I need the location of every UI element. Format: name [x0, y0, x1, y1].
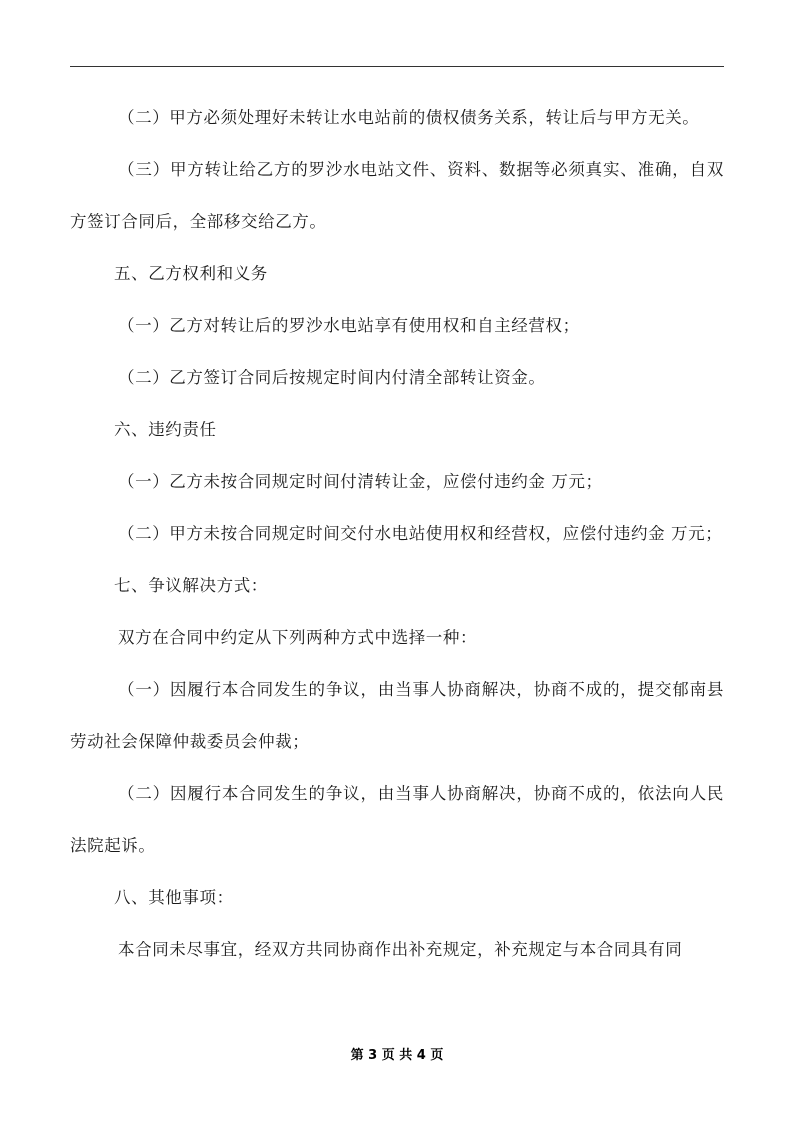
paragraph-party-b-penalty: （一）乙方未按合同规定时间付清转让金，应偿付违约金 万元；	[118, 472, 603, 491]
section-heading-party-b-rights: 五、乙方权利和义务	[114, 264, 268, 283]
page-number: 第 3 页 共 4 页	[350, 1048, 444, 1063]
paragraph-arbitration: （一）因履行本合同发生的争议，由当事人协商解决，协商不成的，提交郁南县劳动社会保障仲裁委员会仲裁；	[70, 680, 724, 751]
section-heading-other: 八、其他事项：	[114, 888, 234, 907]
paragraph-debt-clause: （二）甲方必须处理好未转让水电站前的债权债务关系，转让后与甲方无关。	[118, 108, 700, 127]
section-heading-liability: 六、违约责任	[114, 420, 217, 439]
paragraph-party-a-penalty: （二）甲方未按合同规定时间交付水电站使用权和经营权，应偿付违约金 万元；	[118, 524, 723, 543]
section-heading-dispute: 七、争议解决方式：	[114, 576, 268, 595]
paragraph-documents-clause: （三）甲方转让给乙方的罗沙水电站文件、资料、数据等必须真实、准确，自双方签订合同后，全部移交给乙方。	[70, 160, 724, 231]
paragraph-litigation: （二）因履行本合同发生的争议，由当事人协商解决，协商不成的，依法向人民法院起诉。	[70, 784, 724, 855]
paragraph-supplement: 本合同未尽事宜，经双方共同协商作出补充规定，补充规定与本合同具有同	[118, 940, 683, 959]
header-rule	[70, 66, 724, 67]
paragraph-dispute-intro: 双方在合同中约定从下列两种方式中选择一种：	[118, 628, 478, 647]
paragraph-payment: （二）乙方签订合同后按规定时间内付清全部转让资金。	[118, 368, 546, 387]
paragraph-usage-rights: （一）乙方对转让后的罗沙水电站享有使用权和自主经营权；	[118, 316, 580, 335]
document-body	[70, 92, 724, 976]
